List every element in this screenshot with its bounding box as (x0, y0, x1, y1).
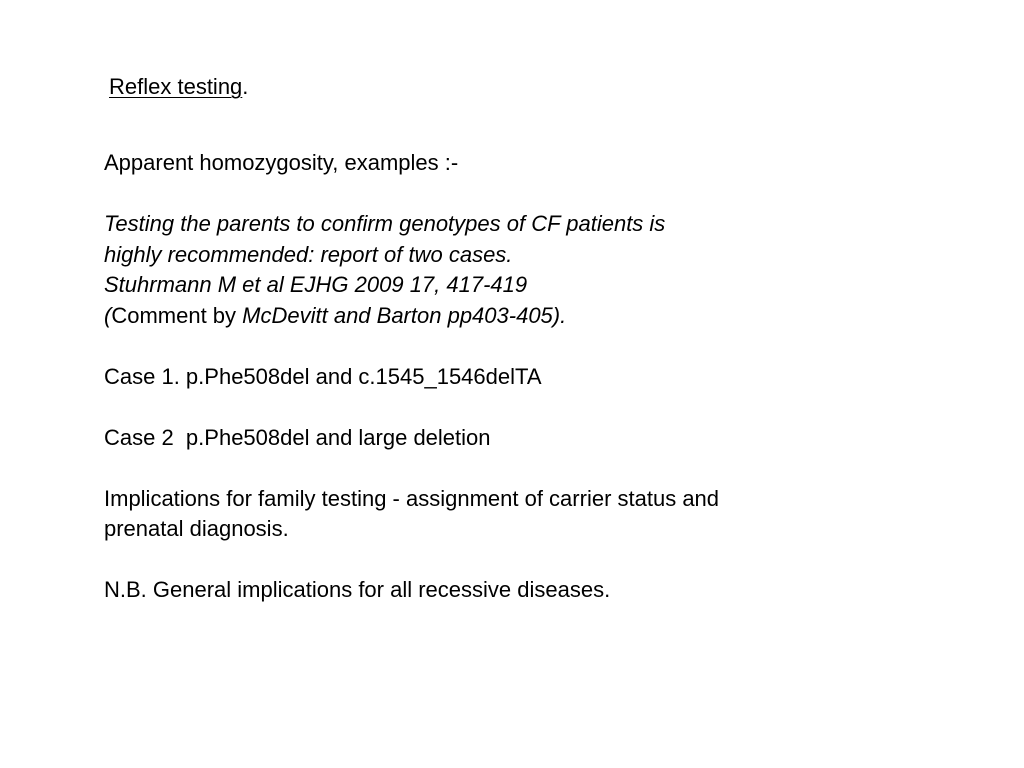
intro-text: Apparent homozygosity, examples :- (104, 150, 459, 175)
slide-body (104, 148, 864, 606)
spacer (104, 545, 864, 576)
reference-comment-label: Comment by (111, 302, 243, 328)
reference-citation: Stuhrmann M et al EJHG 2009 17, 417-419 (104, 272, 528, 297)
slide-title (109, 72, 248, 102)
spacer (104, 179, 864, 210)
case-1-text: Case 1. p.Phe508del and c.1545_1546delTA (104, 363, 542, 389)
reference-title-line-1: Testing the parents to confirm genotypes of CF patients is (104, 211, 666, 236)
implications-line-1: Implications for family testing - assignment of carrier status and (104, 485, 720, 511)
reference-title-line-2: highly recommended: report of two cases. (104, 241, 513, 267)
spacer (104, 453, 864, 484)
case-2-text: Case 2 p.Phe508del and large deletion (104, 424, 491, 450)
reference-comment-authors: McDevitt and Barton pp403-405). (242, 302, 567, 328)
implications-line-2: prenatal diagnosis. (104, 516, 289, 541)
reference-comment (104, 301, 864, 332)
slide-title-suffix: . (242, 74, 249, 99)
note-text: N.B. General implications for all recessive diseases. (104, 577, 611, 602)
reference-comment-paren: ( (104, 302, 112, 328)
slide-title-text: Reflex testing (109, 74, 243, 99)
spacer (104, 392, 864, 423)
spacer (104, 331, 864, 362)
